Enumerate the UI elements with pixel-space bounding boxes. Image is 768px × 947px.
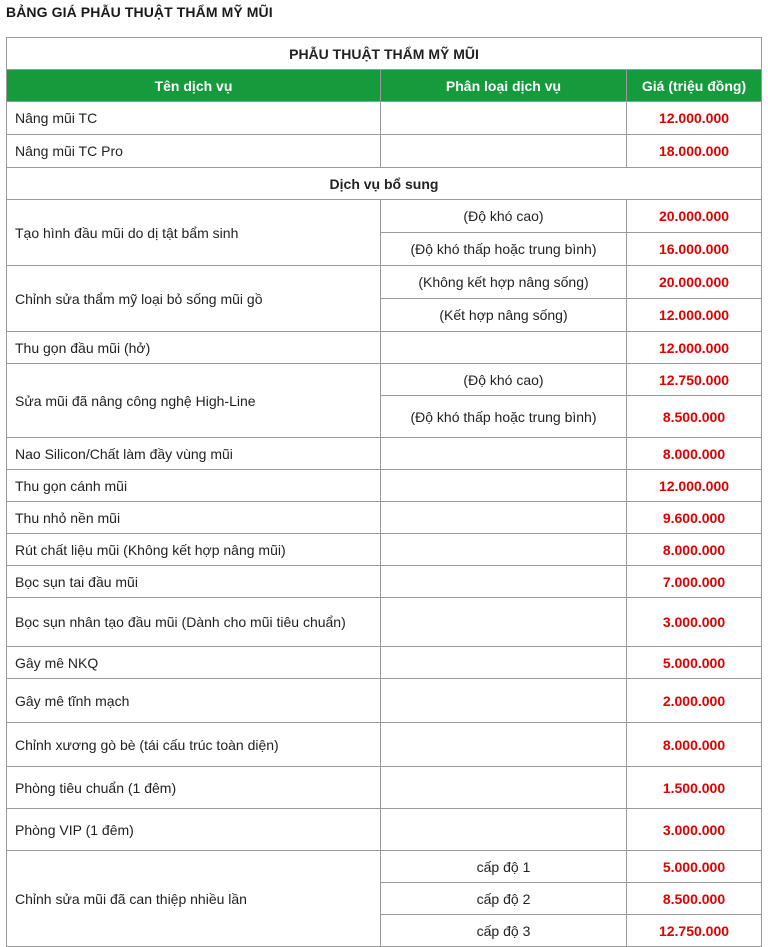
service-price: 9.600.000	[627, 502, 762, 534]
table-row	[7, 679, 762, 723]
service-name: Gây mê tĩnh mạch	[7, 679, 381, 723]
table-row	[7, 438, 762, 470]
service-type	[381, 332, 627, 364]
table-row	[7, 647, 762, 679]
service-name: Thu gọn cánh mũi	[7, 470, 381, 502]
page-title: BẢNG GIÁ PHẪU THUẬT THẨM MỸ MŨI	[6, 4, 273, 20]
service-price: 8.000.000	[627, 723, 762, 767]
table-row	[7, 534, 762, 566]
service-type	[381, 470, 627, 502]
table-row	[7, 200, 762, 233]
service-price: 8.500.000	[627, 396, 762, 438]
service-name: Chỉnh xương gò bè (tái cấu trúc toàn diện)	[7, 723, 381, 767]
service-price: 12.750.000	[627, 364, 762, 396]
extra-services-row	[7, 168, 762, 200]
service-type: (Độ khó cao)	[381, 364, 627, 396]
service-name: Rút chất liệu mũi (Không kết hợp nâng mũi)	[7, 534, 381, 566]
service-price: 8.500.000	[627, 883, 762, 915]
table-title: PHẪU THUẬT THẨM MỸ MŨI	[7, 38, 762, 70]
service-price: 12.000.000	[627, 102, 762, 135]
service-price: 8.000.000	[627, 534, 762, 566]
service-name: Tạo hình đầu mũi do dị tật bẩm sinh	[7, 200, 381, 266]
service-price: 16.000.000	[627, 233, 762, 266]
service-name: Thu gọn đầu mũi (hở)	[7, 332, 381, 364]
table-row	[7, 598, 762, 647]
service-price: 18.000.000	[627, 135, 762, 168]
service-price: 20.000.000	[627, 200, 762, 233]
service-type: cấp độ 3	[381, 915, 627, 947]
service-name: Chỉnh sửa mũi đã can thiệp nhiều lần	[7, 851, 381, 947]
service-price: 5.000.000	[627, 647, 762, 679]
table-row	[7, 566, 762, 598]
service-name: Sửa mũi đã nâng công nghệ High-Line	[7, 364, 381, 438]
service-type: (Độ khó thấp hoặc trung bình)	[381, 396, 627, 438]
service-type	[381, 767, 627, 809]
table-row	[7, 266, 762, 299]
table-header-row	[7, 70, 762, 102]
service-type: (Độ khó cao)	[381, 200, 627, 233]
service-type	[381, 438, 627, 470]
price-table	[6, 37, 762, 947]
service-price: 1.500.000	[627, 767, 762, 809]
table-row	[7, 332, 762, 364]
service-type: cấp độ 2	[381, 883, 627, 915]
service-price: 5.000.000	[627, 851, 762, 883]
service-type	[381, 102, 627, 135]
table-row	[7, 502, 762, 534]
service-price: 8.000.000	[627, 438, 762, 470]
extra-services-title: Dịch vụ bổ sung	[7, 168, 762, 200]
column-header-type: Phân loại dịch vụ	[381, 70, 627, 102]
service-price: 12.750.000	[627, 915, 762, 947]
table-row	[7, 470, 762, 502]
service-price: 7.000.000	[627, 566, 762, 598]
service-type: (Không kết hợp nâng sống)	[381, 266, 627, 299]
service-type	[381, 809, 627, 851]
service-type	[381, 679, 627, 723]
table-row	[7, 767, 762, 809]
service-type	[381, 502, 627, 534]
table-title-row	[7, 38, 762, 70]
service-price: 12.000.000	[627, 299, 762, 332]
service-type	[381, 598, 627, 647]
service-name: Nâng mũi TC Pro	[7, 135, 381, 168]
service-type	[381, 534, 627, 566]
service-price: 2.000.000	[627, 679, 762, 723]
service-type: (Kết hợp nâng sống)	[381, 299, 627, 332]
service-name: Phòng tiêu chuẩn (1 đêm)	[7, 767, 381, 809]
table-row	[7, 364, 762, 396]
service-name: Phòng VIP (1 đêm)	[7, 809, 381, 851]
service-name: Bọc sụn tai đầu mũi	[7, 566, 381, 598]
table-row	[7, 723, 762, 767]
service-price: 20.000.000	[627, 266, 762, 299]
table-row	[7, 135, 762, 168]
service-name: Thu nhỏ nền mũi	[7, 502, 381, 534]
service-name: Bọc sụn nhân tạo đầu mũi (Dành cho mũi tiêu chuẩn)	[7, 598, 381, 647]
service-type	[381, 647, 627, 679]
service-price: 12.000.000	[627, 332, 762, 364]
service-name: Nao Silicon/Chất làm đầy vùng mũi	[7, 438, 381, 470]
table-row	[7, 102, 762, 135]
service-type	[381, 566, 627, 598]
service-name: Chỉnh sửa thẩm mỹ loại bỏ sống mũi gồ	[7, 266, 381, 332]
service-name: Gây mê NKQ	[7, 647, 381, 679]
column-header-price: Giá (triệu đồng)	[627, 70, 762, 102]
service-type	[381, 135, 627, 168]
service-price: 12.000.000	[627, 470, 762, 502]
table-row	[7, 809, 762, 851]
table-row	[7, 851, 762, 883]
service-price: 3.000.000	[627, 598, 762, 647]
column-header-name: Tên dịch vụ	[7, 70, 381, 102]
service-type: (Độ khó thấp hoặc trung bình)	[381, 233, 627, 266]
service-type	[381, 723, 627, 767]
service-type: cấp độ 1	[381, 851, 627, 883]
service-name: Nâng mũi TC	[7, 102, 381, 135]
service-price: 3.000.000	[627, 809, 762, 851]
